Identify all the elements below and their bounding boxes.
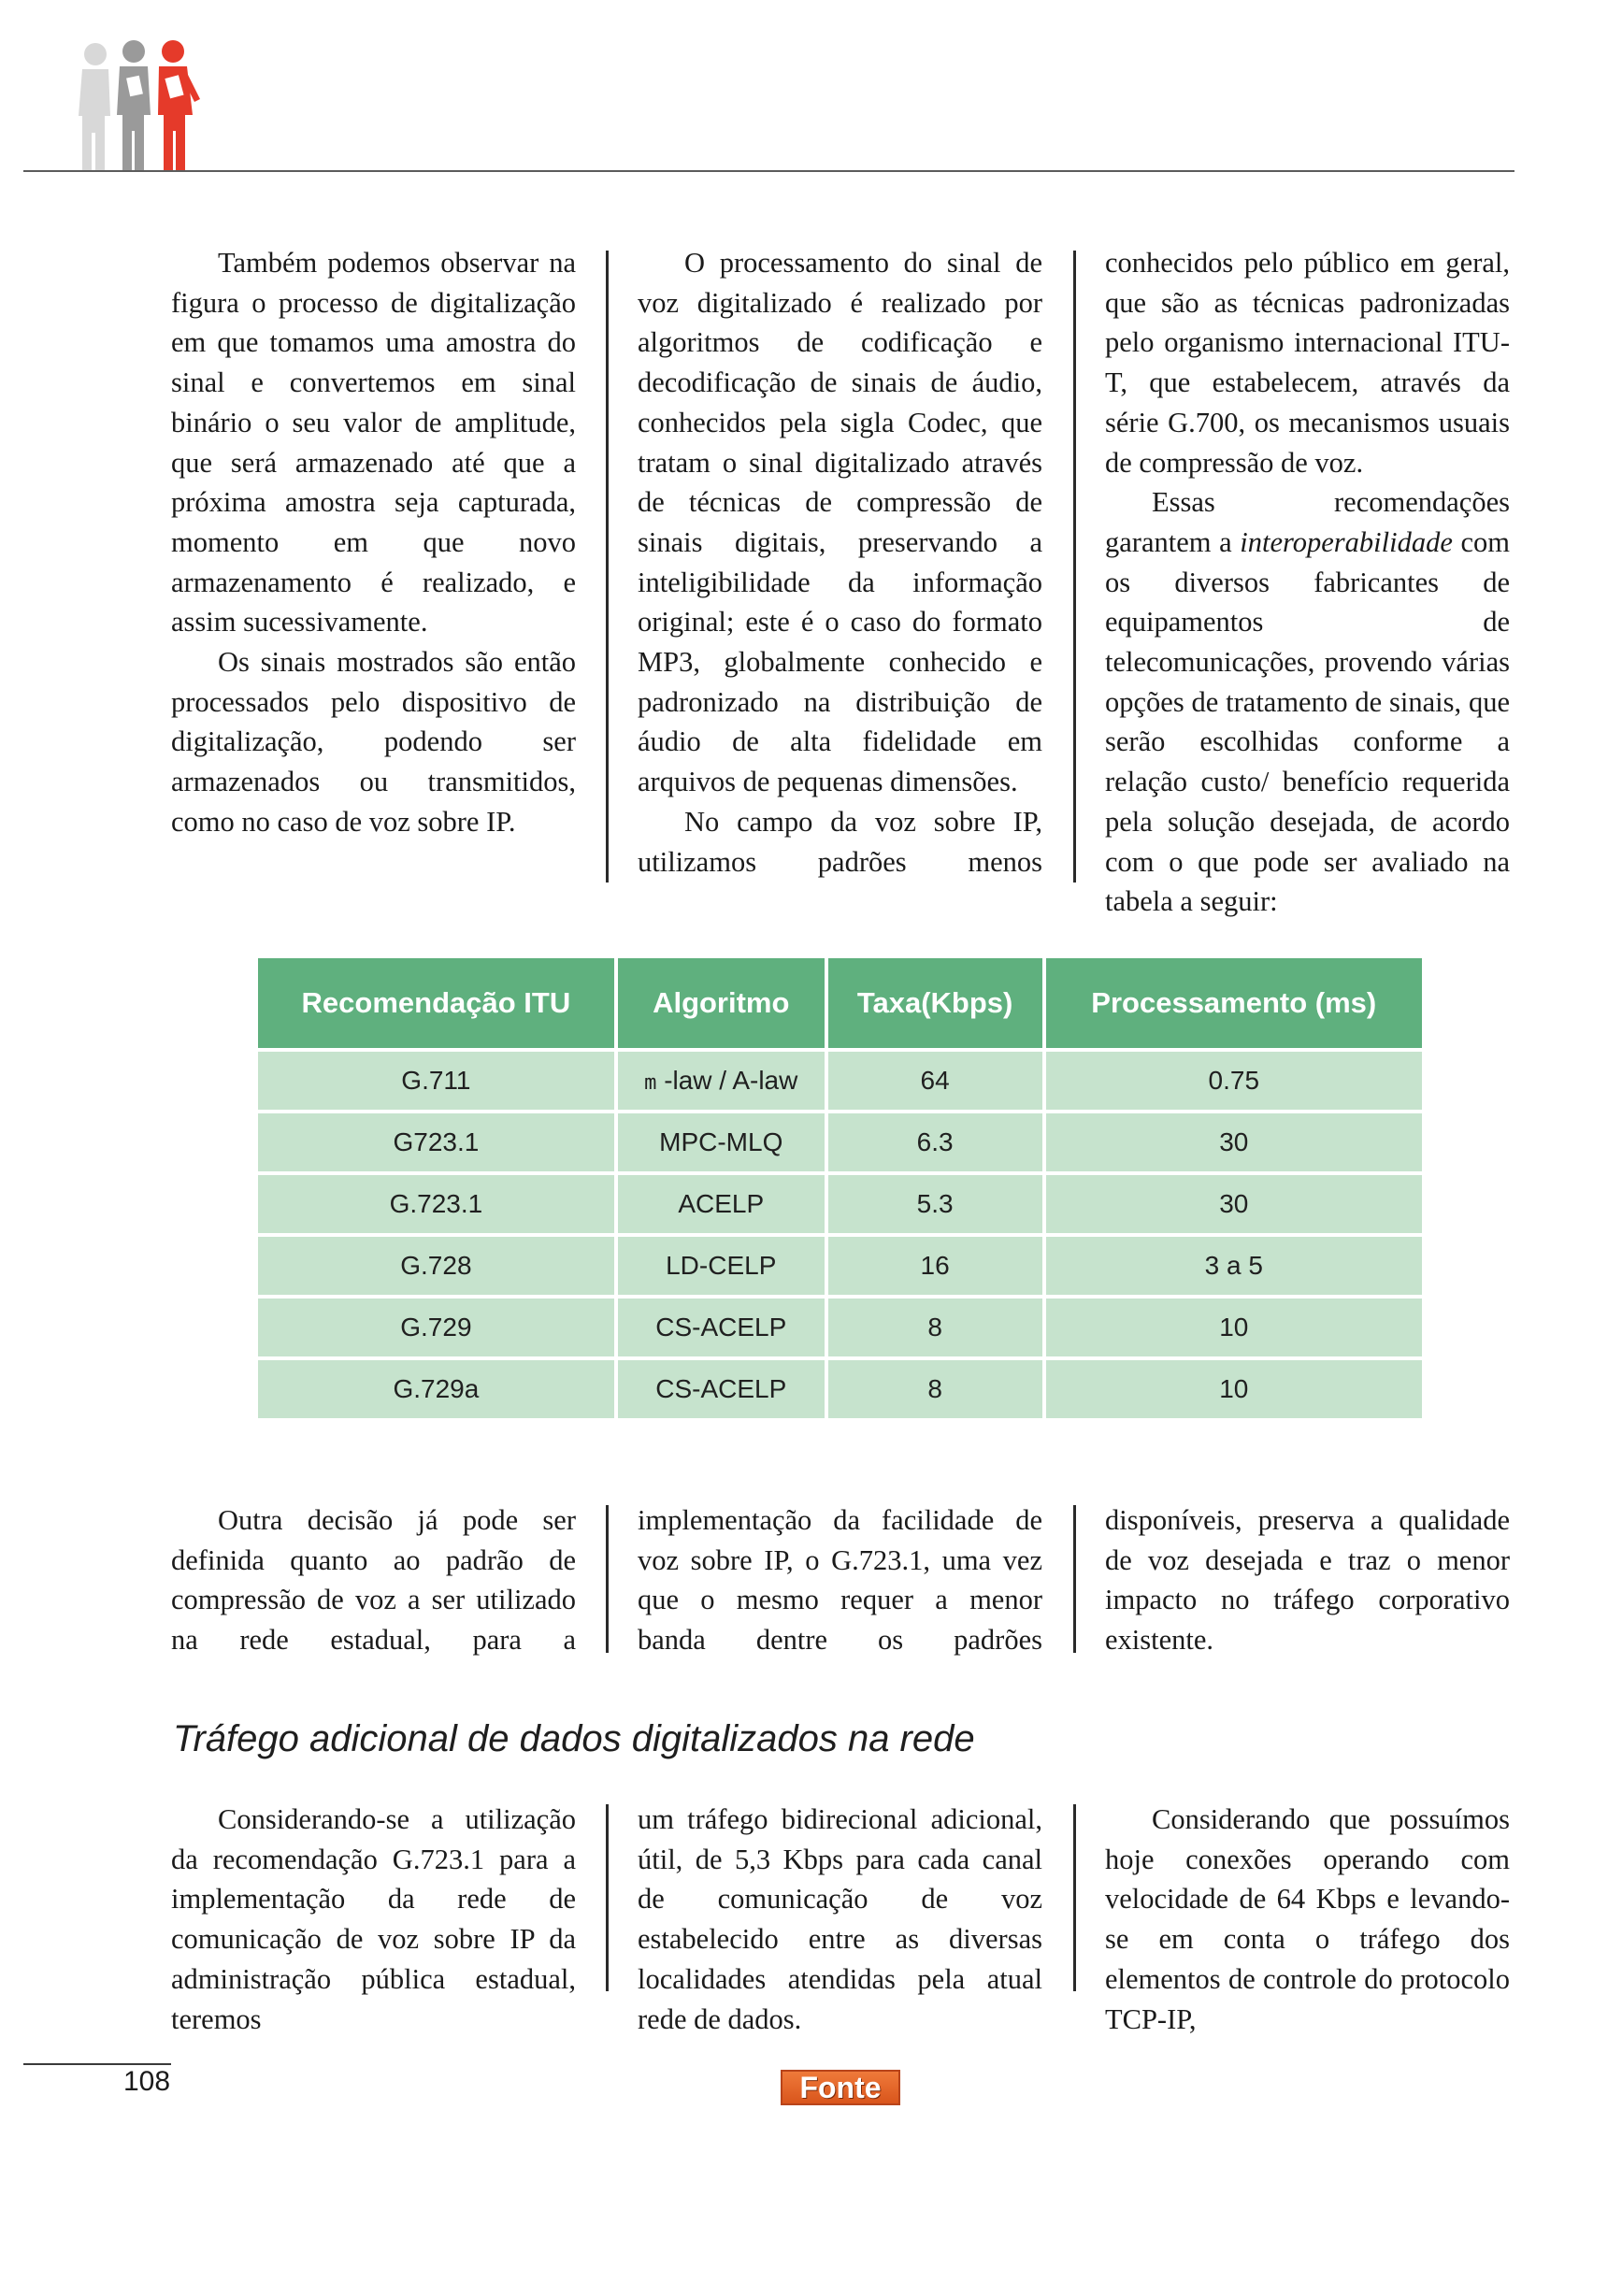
table-cell: G.711: [258, 1052, 614, 1110]
page-number: 108: [123, 2066, 171, 2097]
top-column-2: [638, 243, 1042, 882]
footer-rule: [23, 2063, 171, 2065]
table-cell: 30: [1046, 1175, 1422, 1233]
paragraph: Considerando-se a utilização da recomendação G.723.1 para a implementação da rede de comunicação de voz sobre IP da administração pública estadual, teremos: [171, 1803, 576, 2035]
table-cell: m -law / A-law: [618, 1052, 825, 1110]
table-cell: CS-ACELP: [618, 1299, 825, 1356]
table-cell: 30: [1046, 1113, 1422, 1171]
table-cell: 0.75: [1046, 1052, 1422, 1110]
header-taxa: Taxa(Kbps): [828, 958, 1042, 1048]
paragraph: disponíveis, preserva a qualidade de voz desejada e traz o menor impacto no tráfego corporativo existente.: [1105, 1504, 1510, 1657]
table-cell: 16: [828, 1237, 1042, 1295]
top-column-1: [171, 243, 576, 842]
paragraph: conhecidos pelo público em geral, que são as técnicas padronizadas pelo organismo internacional ITU-T, que estabelecem, através da série G.700, os mecanismos usuais de compressão de voz.: [1105, 247, 1510, 479]
emphasis-interoperabilidade: interoperabilidade: [1240, 525, 1453, 558]
table-cell: G.729a: [258, 1360, 614, 1418]
table-cell: G.723.1: [258, 1175, 614, 1233]
table-header-row: [258, 958, 1422, 1048]
table-row: [258, 1237, 1422, 1295]
column-divider: [606, 1505, 609, 1653]
table-cell: 6.3: [828, 1113, 1042, 1171]
table-row: [258, 1360, 1422, 1418]
paragraph: O processamento do sinal de voz digitalizado é realizado por algoritmos de codificação e decodificação de sinais de áudio, conhecidos pela sigla Codec, que tratam o sinal digitalizado através de técnicas de compressão de sinais digitais, preservando a inteligibilidade da informação original; este é o caso do formato MP3, globalmente conhecido e padronizado na distribuição de áudio de alta fidelidade em arquivos de pequenas dimensões.: [638, 247, 1042, 798]
table-row: [258, 1299, 1422, 1356]
top-column-3: [1105, 243, 1510, 922]
column-divider: [1073, 1804, 1076, 1991]
paragraph: Os sinais mostrados são então processados pelo dispositivo de digitalização, podendo ser armazenados ou transmitidos, como no caso de voz sobre IP.: [171, 646, 576, 838]
table-cell: 8: [828, 1360, 1042, 1418]
table-cell: 64: [828, 1052, 1042, 1110]
bottom-column-1: [171, 1800, 576, 2039]
table-row: [258, 1052, 1422, 1110]
bottom-column-2: [638, 1800, 1042, 2039]
table-cell: 8: [828, 1299, 1042, 1356]
table-cell: 3 a 5: [1046, 1237, 1422, 1295]
table-cell: 10: [1046, 1360, 1422, 1418]
paragraph: Considerando que possuímos hoje conexões operando com velocidade de 64 Kbps e levando-se em conta o tráfego dos elementos de controle do protocolo TCP-IP,: [1105, 1803, 1510, 2035]
paragraph: Outra decisão já pode ser definida quanto ao padrão de compressão de voz a ser utilizado na rede estadual, para a: [171, 1504, 576, 1657]
people-figures-logo: [75, 36, 215, 176]
table-cell: ACELP: [618, 1175, 825, 1233]
table-cell: 5.3: [828, 1175, 1042, 1233]
table-cell: G.728: [258, 1237, 614, 1295]
table-row: [258, 1113, 1422, 1171]
middle-column-3: [1105, 1500, 1510, 1660]
column-divider: [1073, 251, 1076, 883]
table-cell: LD-CELP: [618, 1237, 825, 1295]
paragraph: Também podemos observar na figura o processo de digitalização em que tomamos uma amostra do sinal e convertemos em sinal binário o seu valor de amplitude, que será armazenado até que a próxima amostra seja capturada, momento em que novo armazenamento é realizado, e assim sucessivamente.: [171, 247, 576, 639]
paragraph: um tráfego bidirecional adicional, útil, de 5,3 Kbps para cada canal de comunicação de voz estabelecido entre as diversas localidades atendidas pela atual rede de dados.: [638, 1803, 1042, 2035]
fonte-logo: Fonte: [781, 2070, 900, 2105]
table-cell: 10: [1046, 1299, 1422, 1356]
column-divider: [606, 1804, 609, 1991]
table-cell: CS-ACELP: [618, 1360, 825, 1418]
middle-column-2: [638, 1500, 1042, 1660]
paragraph: implementação da facilidade de voz sobre IP, o G.723.1, uma vez que o mesmo requer a menor banda dentre os padrões: [638, 1504, 1042, 1657]
table-cell: MPC-MLQ: [618, 1113, 825, 1171]
table-row: [258, 1175, 1422, 1233]
section-title: Tráfego adicional de dados digitalizados na rede: [173, 1718, 975, 1759]
mu-symbol: m: [644, 1071, 657, 1095]
column-divider: [606, 251, 609, 883]
column-divider: [1073, 1505, 1076, 1653]
table-cell: G723.1: [258, 1113, 614, 1171]
paragraph: Essas recomendações garantem a interoperabilidade com os diversos fabricantes de equipamentos de telecomunicações, provendo várias opções de tratamento de sinais, que serão escolhidas conforme a relação custo/ benefício requerida pela solução desejada, de acordo com o que pode ser avaliado na tabela a seguir:: [1105, 486, 1510, 918]
bottom-column-3: [1105, 1800, 1510, 2039]
table-cell: G.729: [258, 1299, 614, 1356]
header-algoritmo: Algoritmo: [618, 958, 825, 1048]
header-rule: [23, 170, 1514, 172]
header-recomendacao: Recomendação ITU: [258, 958, 614, 1048]
codec-table: [254, 954, 1426, 1422]
middle-column-1: [171, 1500, 576, 1660]
header-processamento: Processamento (ms): [1046, 958, 1422, 1048]
paragraph: No campo da voz sobre IP, utilizamos padrões menos: [638, 805, 1042, 878]
